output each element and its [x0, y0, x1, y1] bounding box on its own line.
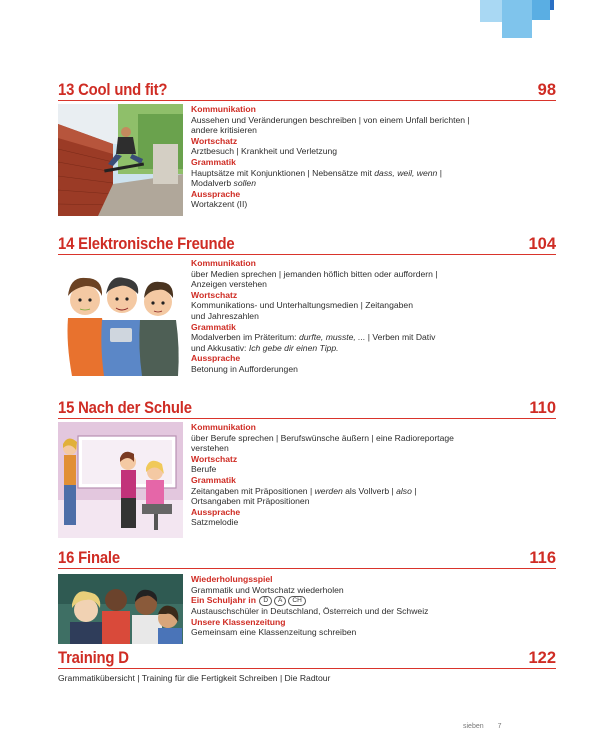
page-footer	[463, 723, 502, 730]
heading-aussprache: Aussprache	[191, 353, 241, 364]
text-line: andere kritisieren	[191, 125, 257, 136]
section-image	[58, 104, 183, 216]
section-photo	[58, 574, 183, 644]
corner-decoration	[480, 0, 600, 45]
section-page-number: 122	[528, 649, 556, 667]
text-line: Betonung in Aufforderungen	[191, 363, 298, 374]
text-line: und Jahreszahlen	[191, 310, 259, 321]
country-badge-a: A	[274, 596, 286, 606]
footer-page-number: 7	[497, 723, 502, 730]
text-line: Satzmelodie	[191, 517, 239, 528]
text-line: Berufe	[191, 464, 217, 475]
text-line: Anzeigen verstehen	[191, 279, 267, 290]
heading-grammatik: Grammatik	[191, 474, 236, 485]
section-title: 14 Elektronische Freunde	[58, 235, 235, 253]
section-header	[58, 546, 556, 569]
section-header	[58, 646, 556, 669]
footer-word: sieben	[463, 723, 484, 730]
training-text: Grammatikübersicht | Training für die Fertigkeit Schreiben | Die Radtour	[58, 673, 331, 683]
heading-klassenzeitung: Unsere Klassenzeitung	[191, 616, 286, 627]
section-content	[191, 422, 454, 538]
text-line: Modalverben im Präteritum: durfte, musste, ... | Verben mit Dativ	[191, 332, 436, 343]
heading-kommunikation: Kommunikation	[191, 422, 256, 432]
section-title: 16 Finale	[58, 549, 120, 567]
section-illustration	[58, 258, 183, 378]
section-page-number: 104	[528, 235, 556, 253]
text-line: über Berufe sprechen | Berufswünsche äußern | eine Radioreportage	[191, 432, 454, 443]
text-line: Gemeinsam eine Klassenzeitung schreiben	[191, 627, 357, 638]
country-badge-ch: CH	[288, 596, 305, 606]
heading-kommunikation: Kommunikation	[191, 104, 256, 114]
text-line: Aussehen und Veränderungen beschreiben | von einem Unfall berichten |	[191, 114, 470, 125]
section-page-number: 98	[537, 81, 556, 99]
heading-aussprache: Aussprache	[191, 188, 241, 199]
section-title: 15 Nach der Schule	[58, 399, 192, 417]
text-line: verstehen	[191, 443, 229, 454]
text-line: Wortakzent (II)	[191, 199, 248, 210]
section-title: Training D	[58, 649, 129, 667]
heading-wortschatz: Wortschatz	[191, 289, 238, 300]
section-page-number: 110	[529, 399, 556, 417]
text-line: Austauschschüler in Deutschland, Österreich und der Schweiz	[191, 606, 429, 617]
training-section	[58, 646, 556, 669]
section-header	[58, 78, 556, 101]
heading-aussprache: Aussprache	[191, 506, 241, 517]
text-line: über Medien sprechen | jemanden höflich bitten oder auffordern |	[191, 268, 438, 279]
section-page-number: 116	[529, 549, 556, 567]
section-content	[191, 104, 470, 216]
heading-wortschatz: Wortschatz	[191, 453, 238, 464]
heading-grammatik: Grammatik	[191, 321, 236, 332]
section-illustration	[58, 422, 183, 538]
text-line: Zeitangaben mit Präpositionen | werden als Vollverb | also |	[191, 485, 417, 496]
section-14	[58, 232, 556, 378]
section-15	[58, 396, 556, 538]
text-line: Ortsangaben mit Präpositionen	[191, 496, 310, 507]
section-16	[58, 546, 556, 644]
heading-kommunikation: Kommunikation	[191, 258, 256, 268]
text-line: und Akkusativ: Ich gebe dir einen Tipp.	[191, 342, 339, 353]
country-badge-d: D	[259, 596, 272, 606]
heading-schuljahr: Ein Schuljahr in D A CH	[191, 595, 428, 606]
text-line: Hauptsätze mit Konjunktionen | Nebensätze mit dass, weil, wenn |	[191, 167, 442, 178]
text-line: Grammatik und Wortschatz wiederholen	[191, 584, 344, 595]
text-line: Modalverb sollen	[191, 178, 256, 189]
heading-wiederholungsspiel: Wiederholungsspiel	[191, 574, 273, 584]
text-line: Arztbesuch | Krankheit und Verletzung	[191, 146, 338, 157]
text-line: Kommunikations- und Unterhaltungsmedien | Zeitangaben	[191, 300, 413, 311]
section-13	[58, 78, 556, 216]
section-title: 13 Cool und fit?	[58, 81, 168, 99]
section-header	[58, 232, 556, 255]
section-content	[191, 574, 428, 644]
heading-wortschatz: Wortschatz	[191, 135, 238, 146]
section-header	[58, 396, 556, 419]
heading-grammatik: Grammatik	[191, 156, 236, 167]
section-content	[191, 258, 438, 378]
